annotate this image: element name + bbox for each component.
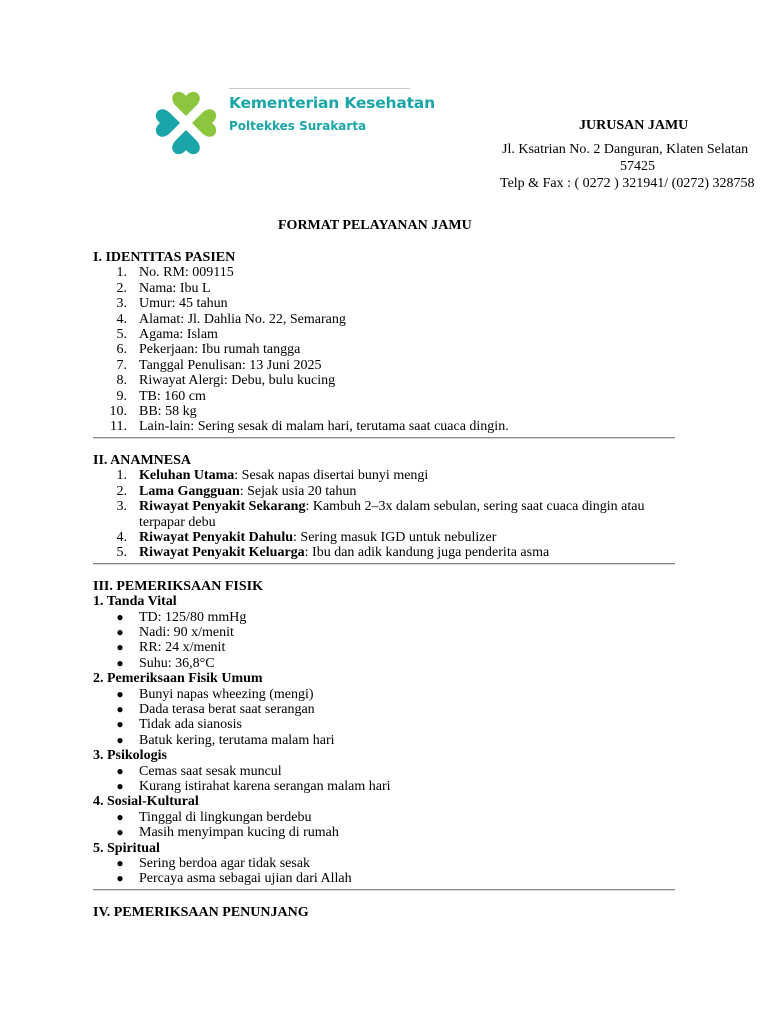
fisik-bullet-item (93, 687, 675, 702)
fisik-subheading: 5. Spiritual (93, 840, 160, 856)
document-body (93, 250, 675, 920)
fisik-bullet-list (93, 687, 675, 749)
item-text: Tidak ada sianosis (139, 717, 242, 733)
fisik-bullet-list (93, 856, 675, 887)
item-text: Nama: Ibu L (139, 280, 211, 296)
item-number: 5. (116, 545, 127, 561)
bullet-icon: ● (116, 825, 124, 840)
bullet-icon: ● (116, 655, 124, 670)
item-label: Riwayat Penyakit Sekarang (139, 499, 306, 515)
bullet-icon: ● (116, 717, 124, 732)
item-text: Alamat: Jl. Dahlia No. 22, Semarang (139, 311, 346, 327)
fisik-bullet-item (93, 640, 675, 655)
item-label: Lama Gangguan (139, 483, 240, 499)
item-number: 4. (116, 529, 127, 545)
item-text: Bunyi napas wheezing (mengi) (139, 686, 314, 702)
item-text: Suhu: 36,8°C (139, 655, 215, 671)
item-text: Tanggal Penulisan: 13 Juni 2025 (139, 357, 322, 373)
item-text: : Kambuh 2–3x dalam sebulan, sering saat cuaca dingin atau terpapar debu (139, 499, 645, 530)
item-number: 3. (116, 296, 127, 312)
fisik-bullet-item (93, 871, 675, 886)
logo-divider (229, 88, 410, 89)
fisik-bullet-item (93, 733, 675, 748)
item-number: 6. (116, 342, 127, 358)
item-text: TB: 160 cm (139, 388, 206, 404)
identitas-item (93, 296, 675, 311)
fisik-bullet-item (93, 856, 675, 871)
fisik-bullet-item (93, 825, 675, 840)
item-text: Tinggal di lingkungan berdebu (139, 809, 312, 825)
bullet-icon: ● (116, 686, 124, 701)
item-text: : Sejak usia 20 tahun (239, 483, 357, 499)
section-divider (93, 437, 675, 439)
item-number: 2. (116, 280, 127, 296)
fisik-bullet-item (93, 702, 675, 717)
item-text: TD: 125/80 mmHg (139, 609, 247, 625)
section-fisik-heading: III. PEMERIKSAAN FISIK (93, 578, 263, 594)
fisik-bullet-item (93, 779, 675, 794)
fisik-bullet-item (93, 764, 675, 779)
fisik-bullet-item (93, 610, 675, 625)
item-text: Dada terasa berat saat serangan (139, 701, 315, 717)
fisik-subheading: 1. Tanda Vital (93, 594, 177, 610)
department-title: JURUSAN JAMU (579, 118, 689, 133)
item-text: Percaya asma sebagai ujian dari Allah (139, 871, 352, 887)
department-address: Jl. Ksatrian No. 2 Danguran, Klaten Selatan (502, 142, 749, 157)
fisik-bullet-list (93, 610, 675, 672)
section-penunjang-heading: IV. PEMERIKSAAN PENUNJANG (93, 904, 309, 920)
section-divider (93, 889, 675, 891)
item-number: 8. (116, 373, 127, 389)
bullet-icon: ● (116, 701, 124, 716)
fisik-groups (93, 594, 675, 887)
department-phone: Telp & Fax : ( 0272 ) 321941/ (0272) 328758 (500, 176, 755, 191)
logo-institution-name: Poltekkes Surakarta (229, 119, 367, 133)
bullet-icon: ● (116, 763, 124, 778)
item-number: 11. (110, 419, 127, 435)
identitas-item (93, 389, 675, 404)
item-label: Keluhan Utama (139, 468, 235, 484)
identitas-list (93, 265, 675, 434)
item-text: Pekerjaan: Ibu rumah tangga (139, 342, 301, 358)
fisik-bullet-list (93, 810, 675, 841)
item-number: 7. (116, 357, 127, 373)
anamnesa-item (93, 468, 675, 483)
item-text: Umur: 45 tahun (139, 296, 228, 312)
item-text: Cemas saat sesak muncul (139, 763, 282, 779)
item-number: 1. (116, 468, 127, 484)
bullet-icon: ● (116, 624, 124, 639)
item-text: Lain-lain: Sering sesak di malam hari, terutama saat cuaca dingin. (139, 419, 509, 435)
bullet-icon: ● (116, 871, 124, 886)
fisik-subheading: 2. Pemeriksaan Fisik Umum (93, 671, 263, 687)
section-anamnesa-heading: II. ANAMNESA (93, 452, 192, 468)
anamnesa-list (93, 468, 675, 560)
item-number: 4. (116, 311, 127, 327)
fisik-subheading: 3. Psikologis (93, 748, 167, 764)
fisik-bullet-item (93, 810, 675, 825)
section-identitas-heading: I. IDENTITAS PASIEN (93, 250, 236, 265)
fisik-bullet-item (93, 656, 675, 671)
item-text: Masih menyimpan kucing di rumah (139, 825, 339, 841)
anamnesa-item (93, 484, 675, 499)
identitas-item (93, 373, 675, 388)
bullet-icon: ● (116, 779, 124, 793)
section-divider (93, 563, 675, 565)
fisik-subheading: 4. Sosial-Kultural (93, 794, 199, 810)
bullet-icon: ● (116, 609, 124, 624)
item-text: Nadi: 90 x/menit (139, 624, 234, 640)
item-text: Riwayat Alergi: Debu, bulu kucing (139, 373, 336, 389)
bullet-icon: ● (116, 640, 124, 655)
fisik-bullet-item (93, 625, 675, 640)
item-number: 3. (116, 499, 127, 515)
identitas-item (93, 358, 675, 373)
item-label: Riwayat Penyakit Dahulu (139, 529, 294, 545)
identitas-item (93, 342, 675, 357)
identitas-item (93, 327, 675, 342)
department-zip: 57425 (620, 159, 655, 174)
anamnesa-item (93, 545, 675, 560)
identitas-item (93, 312, 675, 327)
item-text: No. RM: 009115 (139, 265, 234, 281)
identitas-item (93, 404, 675, 419)
item-text: Sering berdoa agar tidak sesak (139, 856, 311, 872)
document-title: FORMAT PELAYANAN JAMU (278, 218, 472, 233)
fisik-bullet-item (93, 717, 675, 732)
item-text: Batuk kering, terutama malam hari (139, 732, 335, 748)
item-label: Riwayat Penyakit Keluarga (139, 545, 305, 561)
item-text: : Ibu dan adik kandung juga penderita asma (304, 545, 550, 561)
fisik-bullet-list (93, 764, 675, 795)
identitas-item (93, 281, 675, 296)
item-text: Agama: Islam (139, 327, 218, 343)
item-text: RR: 24 x/menit (139, 640, 226, 656)
item-text: BB: 58 kg (139, 404, 197, 420)
bullet-icon: ● (116, 732, 124, 747)
item-number: 1. (116, 265, 127, 281)
bullet-icon: ● (116, 856, 124, 871)
item-number: 10. (109, 404, 127, 420)
logo-ministry-name: Kementerian Kesehatan (229, 94, 435, 112)
item-number: 9. (116, 388, 127, 404)
item-text: : Sering masuk IGD untuk nebulizer (293, 529, 497, 545)
anamnesa-item (93, 530, 675, 545)
bullet-icon: ● (116, 809, 124, 824)
item-number: 2. (116, 483, 127, 499)
item-text: Kurang istirahat karena serangan malam hari (139, 779, 391, 794)
item-text: : Sesak napas disertai bunyi mengi (234, 468, 429, 484)
identitas-item (93, 265, 675, 280)
identitas-item (93, 419, 675, 434)
kemenkes-logo-icon (154, 88, 218, 158)
item-number: 5. (116, 327, 127, 343)
anamnesa-item (93, 499, 675, 530)
